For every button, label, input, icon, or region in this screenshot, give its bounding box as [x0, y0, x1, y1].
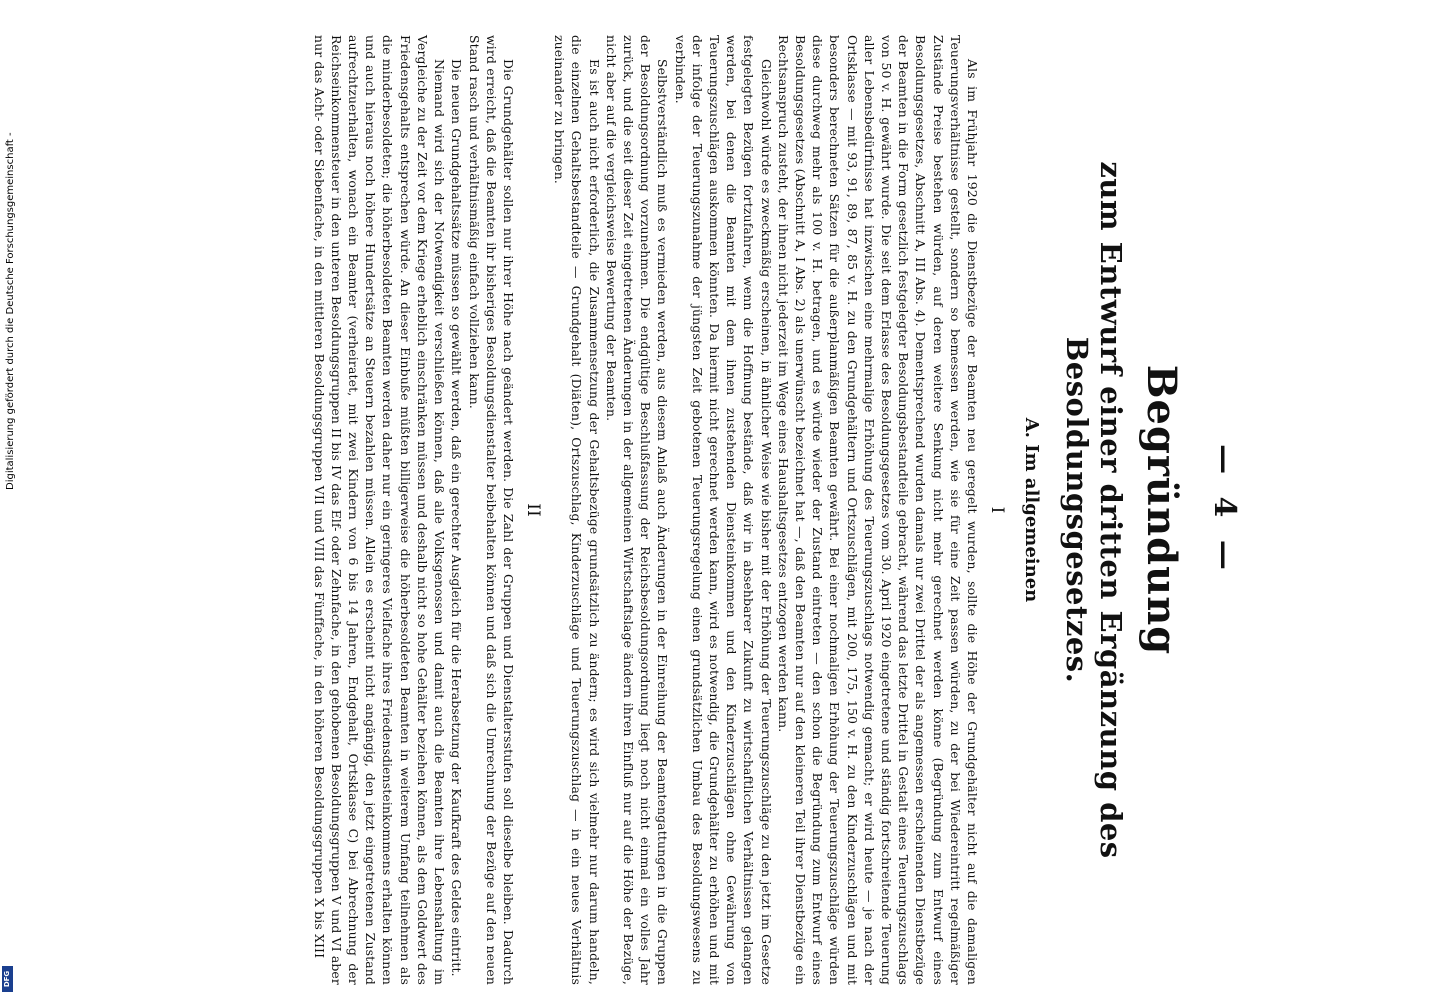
paragraph: Als im Frühjahr 1920 die Dienstbezüge der Beamten neu geregelt wurden, sollte die Höhe der Grundgehälter nicht auf die damaligen Teuerungsverhältnisse gestellt, sondern so bemessen werden, wie sie für eine Zeit passen würden, zu der bei Wiedereintritt regelmäßiger Zustände Preise bestehen würden, auf deren weitere Senkung nicht mehr gerechnet werden könne (Begründung zum Entwurf eines Besoldungsgesetzes, Abschnitt A, III Abs. 4). Dementsprechend wurden damals nur zwei Drittel der als angemessen erscheinenden Dienstbezüge der Beamten in die Form gesetzlich festgelegter Besoldungsbestandteile gebracht, während das letzte Drittel in Gestalt eines Teuerungszuschlags von 50 v. H. gewährt wurde. Die seit dem Erlasse des Besoldungsgesetzes vom 30. April 1920 eingetretene und ständig fortschreitende Teuerung aller Lebensbedürfnisse hat inzwischen eine mehrmalige Erhöhung des Teuerungszuschlags notwendig gemacht; er wird heute — je nach der Ortsklasse — mit 93, 91, 89, 87, 85 v. H. zu den Grundgehältern und Ortszuschlägen, mit 200, 175, 150 v. H. zu den Kinderzuschlägen und mit besonders berechneten Sätzen für die außerplanmäßigen Beamten gewährt. Bei einer nochmaligen Erhöhung der Teuerungszuschläge würden diese durchweg mehr als 100 v. H. betragen, und es würde wieder der Zustand eintreten — den schon die Begründung zum Entwurf eines Besoldungsgesetzes (Abschnitt A, I Abs. 2) als unerwünscht bezeichnet hat —, daß den Beamten nur auf den kleineren Teil ihrer Dienstbezüge ein Rechtsanspruch zusteht, der ihnen nicht jederzeit im Wege eines Haushaltsgesetzes entzogen werden kann. — [775, 35, 980, 985]
section-heading-a: A. Im allgemeinen — [1021, 417, 1042, 603]
paragraph: Es ist auch nicht erforderlich, die Zusammensetzung der Gehaltsbezüge grundsätzlich zu ändern; es wird sich vielmehr nur darum handeln, die einzelnen Gehaltsbestandteile — Grundgehalt (Diäten), Ortszuschlag, Kinderzuschläge und Teuerungszuschlag — in ein neues Verhältnis zueinander zu bringen. — [552, 35, 602, 985]
dfg-logo-text: DFG — [3, 970, 12, 988]
paragraph: Die neuen Grundgehaltssätze müssen so gewählt werden, daß ein gerechter Ausgleich für die Herabsetzung der Kaufkraft des Geldes eintritt. — [449, 59, 465, 977]
document-title: Begründung — [1138, 364, 1185, 656]
digitization-credit: Digitalisierung gefördert durch die Deutsche Forschungsgemeinschaft - — [5, 132, 16, 490]
document-subtitle: zum Entwurf einer dritten Ergänzung des Besoldungsgesetzes. — [1060, 161, 1128, 859]
section-heading-ii: II — [522, 503, 543, 517]
paragraph: Die Grundgehälter sollen nur ihrer Höhe nach geändert werden. Die Zahl der Gruppen und Dienstaltersstufen soll dieselbe bleiben. Dadurch wird erreicht, daß die Beamten ihr bisheriges Besoldungsdienstalter beibehalten können und daß sich die Umrechnung der Bezüge auf den neuen Stand rasch und verhältnismäßig einfach vollziehen kann. — [466, 35, 516, 985]
document-page — [142, 35, 1242, 985]
dfg-logo-icon — [2, 966, 13, 992]
paragraph: Gleichwohl würde es zweckmäßig erscheinen, in ähnlicher Weise wie bisher mit der Erhöhung der Teuerungszuschläge zu den jetzt im Gesetze festgelegten Bezügen fortzufahren, wenn die Hoffnung bestände, daß wir in absehbarer Zukunft zu wirtschaftlichen Verhältnissen gelangen werden, bei denen die Beamten mit dem ihnen zustehenden Diensteinkommen und den Kinderzuschlägen ohne Gewährung von Teuerungszuschlägen auskommen könnten. Da hiermit nicht gerechnet werden kann, wird es notwendig, die Grundgehälter zu erhöhen und mit der infolge der Teuerungszunahme der jüngsten Zeit gebotenen Teuerungsregelung einen grundsätzlichen Umbau des Besoldungswesens zu verbinden. — [672, 35, 774, 985]
paragraph: Niemand wird sich der Notwendigkeit verschließen können, daß alle Volksgenossen und damit auch die Beamten ihre Lebenshaltung im Vergleiche zu der Zeit vor dem Kriege erheblich einschränken müssen und deshalb nicht so hohe Gehälter beziehen können, als dem Goldwert des Friedensgehalts entsprechen würde. An dieser Einbuße müßten billigerweise die höherbesoldeten Beamten in weiterem Umfang teilnehmen als die minderbesoldeten; die höherbesoldeten Beamten werden daher nur ein geringeres Vielfache ihres Friedensdiensteinkommens erhalten können und auch hieraus noch höhere Hundertsätze an Steuern bezahlen müssen. Allein es erscheint nicht angängig, den jetzt eingetretenen Zustand aufrechtzuerhalten, wonach ein Beamter (verheiratet, mit zwei Kindern von 6 bis 14 Jahren, Endgehalt, Ortsklasse C) bei Abrechnung der Reichseinkommensteuer in den unteren Besoldungsgruppen II bis IV das Elf- oder Zehnfache, in den gehobenen Besoldungsgruppen V und VI aber nur das Acht- oder Siebenfache, in den mittleren Besoldungsgruppen VII und VIII das Fünffache, in den höheren Besoldungsgruppen X bis XIII — [311, 35, 448, 985]
paragraph: Selbstverständlich muß es vermieden werden, aus diesem Anlaß auch Änderungen in der Einreihung der Beamtengattungen in die Gruppen der Besoldungsordnung vorzunehmen. Die endgültige Beschlußfassung der Reichsbesoldungsordnung liegt noch nicht einmal ein volles Jahr zurück, und die seit dieser Zeit eingetretenen Änderungen in der allgemeinen Wirtschaftslage ändern ihren Einfluß nur auf die Höhe der Bezüge, nicht aber auf die vergleichsweise Bewertung der Beamten. — [603, 35, 671, 985]
page-number: — 4 — — [1207, 444, 1242, 576]
section-heading-i: I — [987, 506, 1007, 514]
